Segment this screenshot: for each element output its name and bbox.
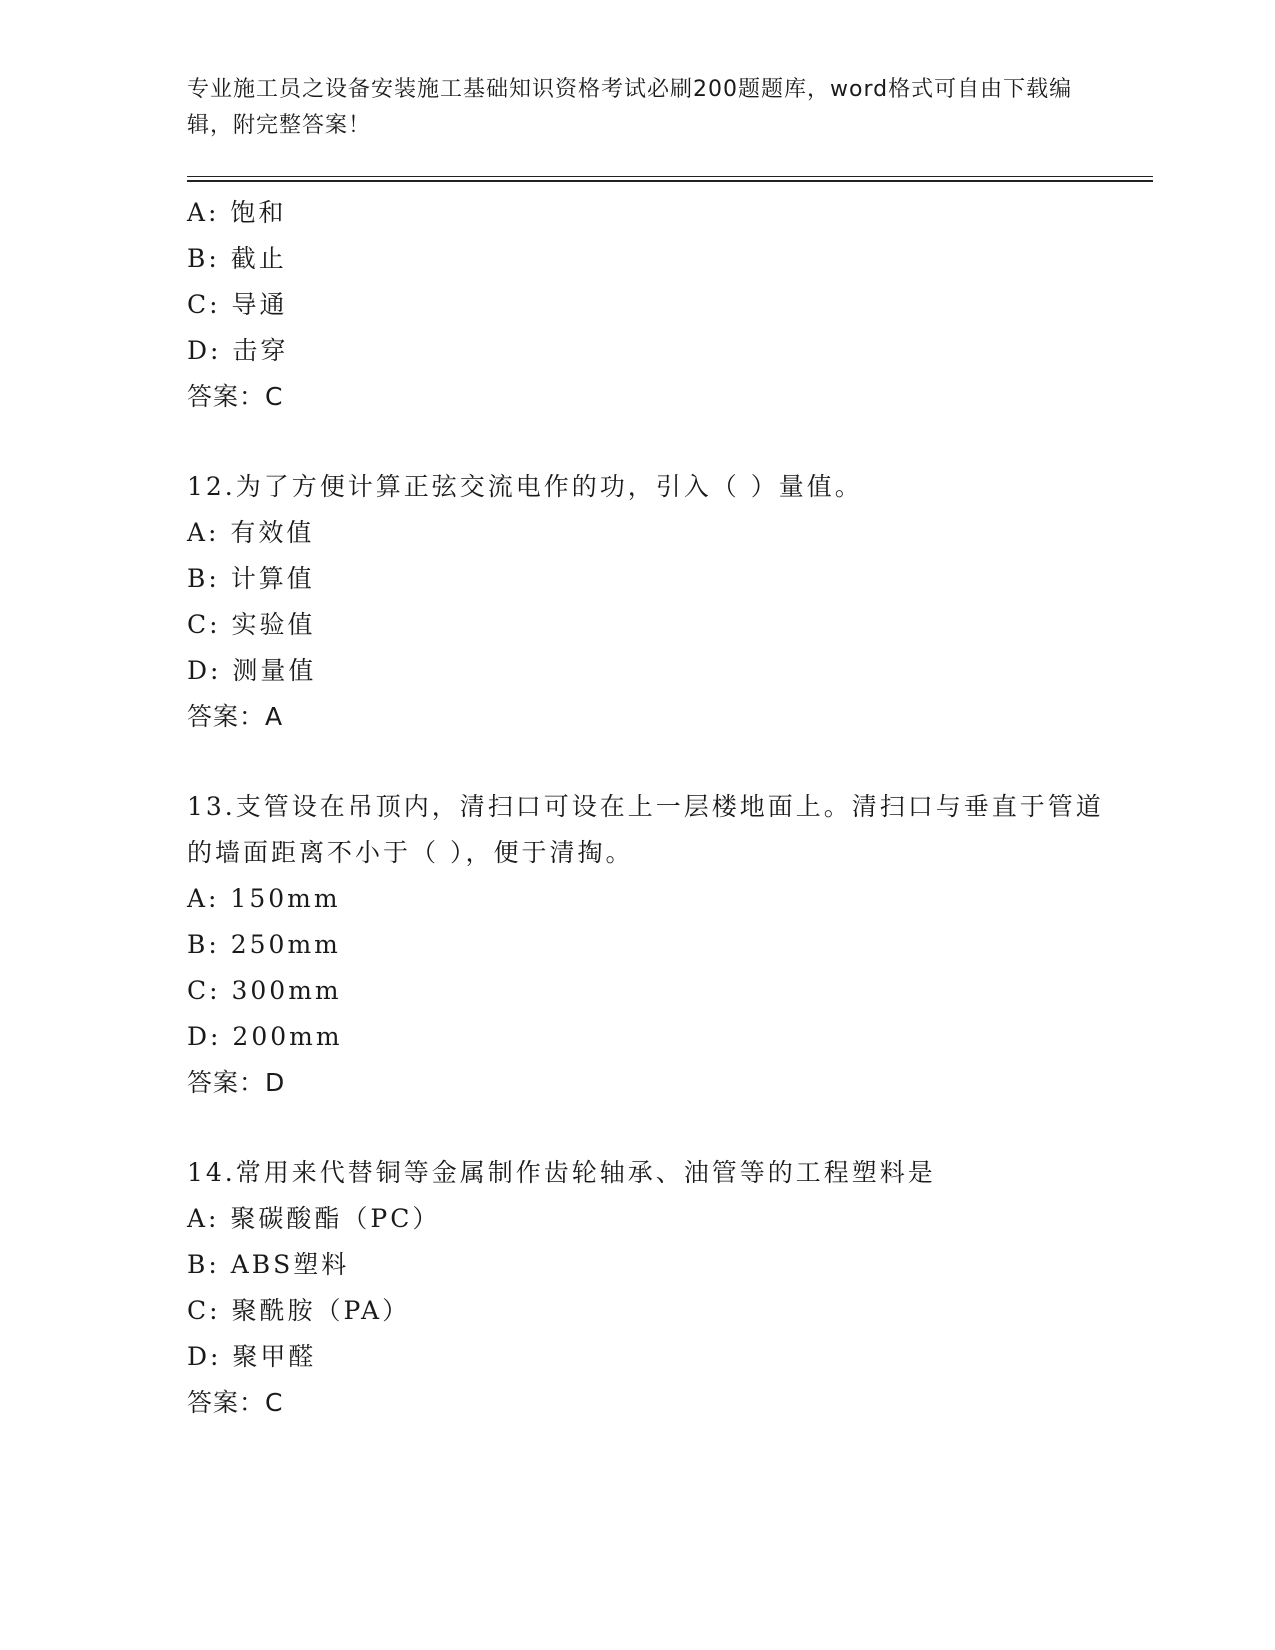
question-11 bbox=[187, 190, 1127, 420]
question-13 bbox=[187, 784, 1127, 1106]
option-b: B: 截止 bbox=[187, 244, 287, 273]
question-14 bbox=[187, 1150, 1127, 1426]
option-d: D: 击穿 bbox=[187, 336, 289, 365]
header-divider-thick bbox=[187, 180, 1153, 182]
option-c: C: 导通 bbox=[187, 290, 288, 319]
option-a: A: 饱和 bbox=[187, 198, 287, 227]
question-list bbox=[187, 190, 1127, 1426]
question-12 bbox=[187, 464, 1127, 740]
answer-line: 答案：A bbox=[187, 702, 284, 731]
option-c: C: 300mm bbox=[187, 976, 342, 1005]
document-header bbox=[187, 72, 1087, 144]
option-d: D: 测量值 bbox=[187, 656, 317, 685]
question-stem: 12.为了方便计算正弦交流电作的功，引入（ ）量值。 bbox=[187, 472, 863, 501]
option-c: C: 实验值 bbox=[187, 610, 316, 639]
question-stem: 13.支管设在吊顶内，清扫口可设在上一层楼地面上。清扫口与垂直于管道的墙面距离不小于（ ），便于清掏。 bbox=[187, 792, 1104, 867]
option-a: A: 聚碳酸酯（PC） bbox=[187, 1204, 441, 1233]
spacer bbox=[187, 420, 1127, 464]
header-title: 专业施工员之设备安装施工基础知识资格考试必刷200题题库，word格式可自由下载编辑，附完整答案！ bbox=[187, 77, 1073, 138]
answer-line: 答案：C bbox=[187, 382, 284, 411]
option-d: D: 200mm bbox=[187, 1022, 343, 1051]
question-stem: 14.常用来代替铜等金属制作齿轮轴承、油管等的工程塑料是 bbox=[187, 1158, 936, 1187]
option-a: A: 150mm bbox=[187, 884, 341, 913]
answer-line: 答案：C bbox=[187, 1388, 284, 1417]
option-b: B: 计算值 bbox=[187, 564, 315, 593]
spacer bbox=[187, 1106, 1127, 1150]
option-c: C: 聚酰胺（PA） bbox=[187, 1296, 411, 1325]
option-a: A: 有效值 bbox=[187, 518, 315, 547]
option-b: B: 250mm bbox=[187, 930, 341, 959]
option-d: D: 聚甲醛 bbox=[187, 1342, 317, 1371]
header-divider-thin bbox=[187, 176, 1153, 177]
option-b: B: ABS塑料 bbox=[187, 1250, 350, 1279]
answer-line: 答案：D bbox=[187, 1068, 286, 1097]
spacer bbox=[187, 740, 1127, 784]
